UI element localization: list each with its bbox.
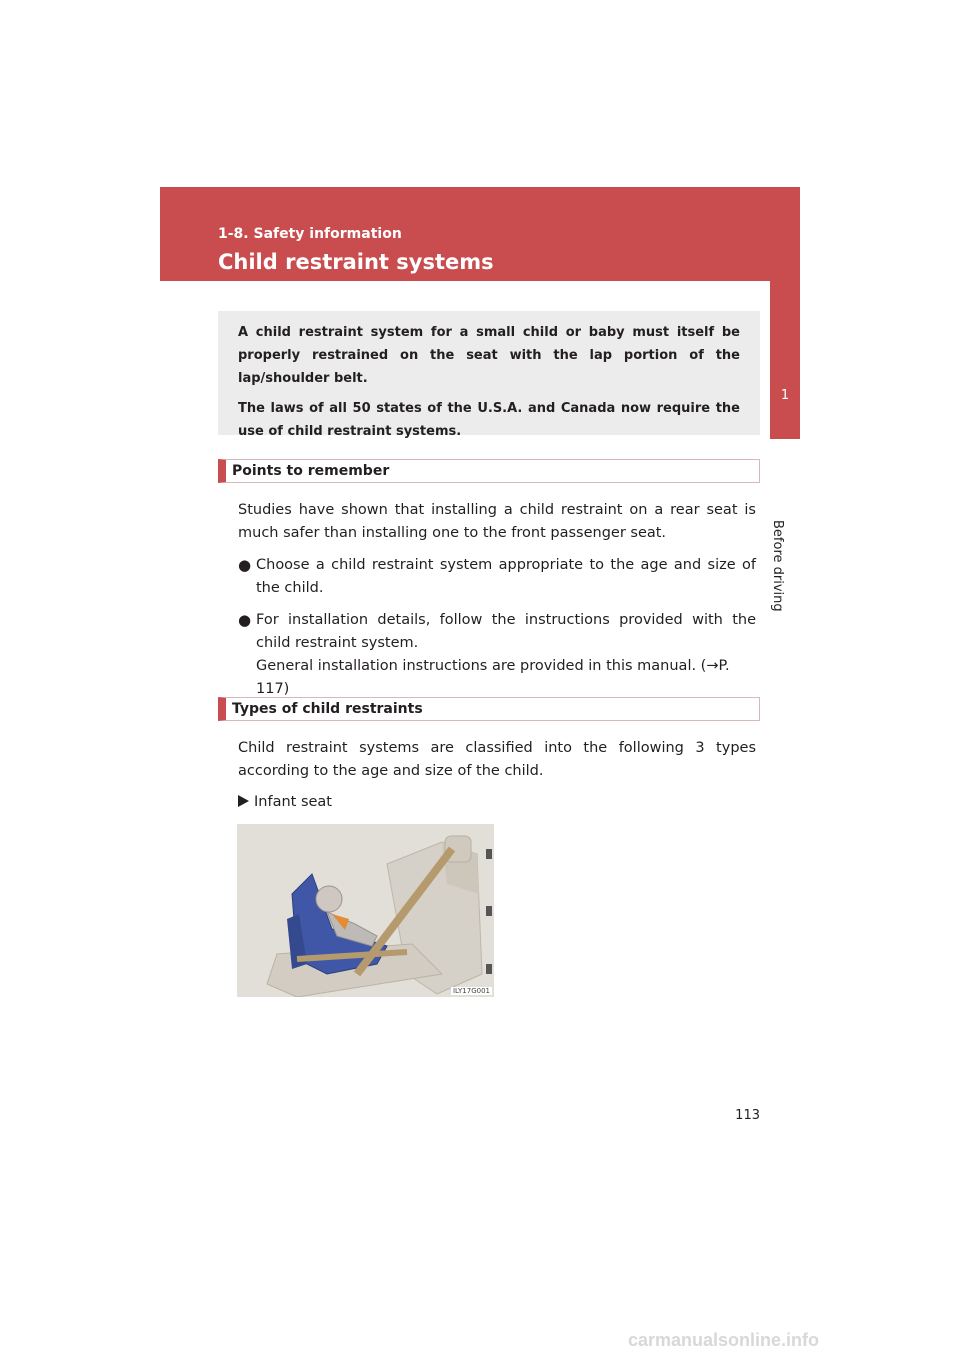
chapter-tab: [770, 281, 800, 439]
heading-types-of-child-restraints: Types of child restraints: [218, 697, 760, 721]
footer-watermark: carmanualsonline.info: [628, 1330, 820, 1350]
bullet-text-extra: General installation instructions are provided in this manual. (→P. 117): [256, 658, 730, 697]
page-title: Child restraint systems: [218, 250, 494, 274]
infant-seat-drawing: [237, 824, 494, 997]
intro-paragraph-2: The laws of all 50 states of the U.S.A. and Canada now require the use of child restraint systems.: [238, 401, 740, 439]
list-item-infant-seat: [238, 791, 332, 814]
infant-seat-illustration: [237, 824, 494, 997]
bullet-item: [238, 609, 756, 701]
bullet-icon: ●: [238, 611, 252, 629]
page-number: 113: [735, 1108, 760, 1123]
heading-points-to-remember: Points to remember: [218, 459, 760, 483]
list-item-label: Infant seat: [254, 794, 332, 810]
bullet-item: [238, 554, 756, 600]
bullet-icon: ●: [238, 556, 252, 574]
section-label: 1-8. Safety information: [218, 226, 402, 242]
triangle-right-icon: [238, 795, 249, 807]
intro-paragraph-1: A child restraint system for a small child or baby must itself be properly restrained on the seat with the lap portion of the lap/shoulder belt.: [238, 325, 740, 386]
bullet-text: For installation details, follow the instructions provided with the child restraint system.: [256, 612, 756, 651]
figure-code: ILY17G001: [452, 987, 490, 995]
types-body: Child restraint systems are classified into the following 3 types according to the age and size of the child.: [238, 740, 756, 779]
points-body: Studies have shown that installing a child restraint on a rear seat is much safer than installing one to the front passenger seat.: [238, 502, 756, 541]
bullet-text: Choose a child restraint system appropriate to the age and size of the child.: [256, 557, 756, 596]
intro-box: [218, 311, 760, 439]
chapter-number: 1: [780, 388, 790, 403]
chapter-label: Before driving: [770, 520, 785, 612]
